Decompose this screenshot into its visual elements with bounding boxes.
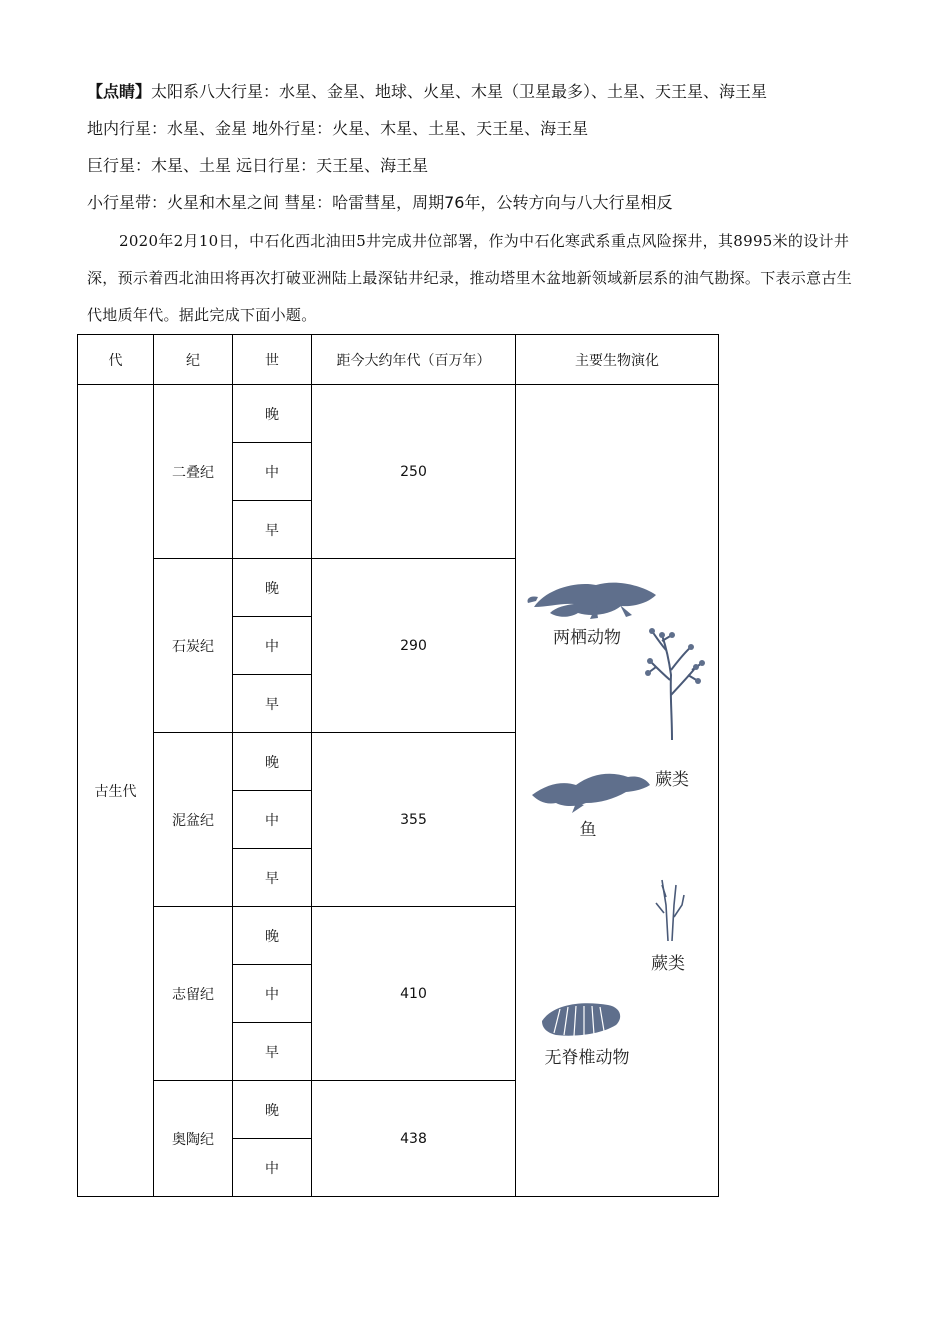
age-devonian: 355 (312, 733, 516, 907)
period-ordovician: 奥陶纪 (154, 1081, 233, 1197)
epoch-cell: 早 (233, 675, 312, 733)
table-header-row (78, 335, 719, 385)
epoch-cell: 早 (233, 1023, 312, 1081)
epoch-cell: 晚 (233, 385, 312, 443)
age-ordovician: 438 (312, 1081, 516, 1197)
epoch-cell: 晚 (233, 733, 312, 791)
trilobite-icon (542, 1003, 620, 1035)
question-intro: 2020年2月10日，中石化西北油田5井完成井位部署，作为中石化寒武系重点风险探井，其8995米的设计井深，预示着西北油田将再次打破亚洲陆上最深钻井纪录，推动塔里木盆地新领域新层系的油气勘探。下表示意古生代地质年代。据此完成下面小题。 (87, 232, 853, 324)
header-evolution: 主要生物演化 (516, 335, 719, 385)
header-age: 距今大约年代（百万年） (312, 335, 516, 385)
header-epoch: 世 (233, 335, 312, 385)
epoch-cell: 晚 (233, 907, 312, 965)
note-planets-text: 太阳系八大行星：水星、金星、地球、火星、木星（卫星最多）、土星、天王星、海王星 (151, 82, 768, 101)
period-carboniferous: 石炭纪 (154, 559, 233, 733)
amphibian-label: 两栖动物 (553, 628, 621, 648)
epoch-cell: 晚 (233, 1081, 312, 1139)
epoch-cell: 中 (233, 965, 312, 1023)
fern-label-1: 蕨类 (655, 770, 689, 790)
epoch-cell: 早 (233, 501, 312, 559)
age-permian: 250 (312, 385, 516, 559)
age-carboniferous: 290 (312, 559, 516, 733)
fish-icon (532, 774, 650, 813)
epoch-cell: 晚 (233, 559, 312, 617)
epoch-cell: 中 (233, 1139, 312, 1197)
fern-leaves-icon (645, 628, 705, 684)
period-devonian: 泥盆纪 (154, 733, 233, 907)
epoch-cell: 中 (233, 791, 312, 849)
fern-stalk-icon (656, 880, 684, 941)
header-era: 代 (78, 335, 154, 385)
note-asteroid-comet: 小行星带：火星和木星之间 彗星：哈雷彗星，周期76年，公转方向与八大行星相反 (87, 193, 673, 212)
evolution-illustration (516, 385, 719, 1185)
invertebrate-label: 无脊椎动物 (544, 1048, 630, 1068)
note-giant-planets: 巨行星：木星、土星 远日行星：天王星、海王星 (87, 156, 429, 175)
epoch-cell: 中 (233, 443, 312, 501)
amphibian-icon (527, 583, 656, 619)
geologic-time-table (77, 334, 719, 1197)
fish-label: 鱼 (579, 820, 597, 840)
epoch-cell: 中 (233, 617, 312, 675)
note-inner-outer-planets: 地内行星：水星、金星 地外行星：火星、木星、土星、天王星、海王星 (87, 119, 589, 138)
age-silurian: 410 (312, 907, 516, 1081)
era-cell: 古生代 (78, 385, 154, 1197)
fern-label-2: 蕨类 (651, 954, 685, 974)
note-tag: 【点睛】 (87, 82, 152, 101)
header-period: 纪 (154, 335, 233, 385)
evolution-cell (516, 385, 719, 1197)
period-silurian: 志留纪 (154, 907, 233, 1081)
period-permian: 二叠纪 (154, 385, 233, 559)
epoch-cell: 早 (233, 849, 312, 907)
note-planets (87, 82, 767, 102)
